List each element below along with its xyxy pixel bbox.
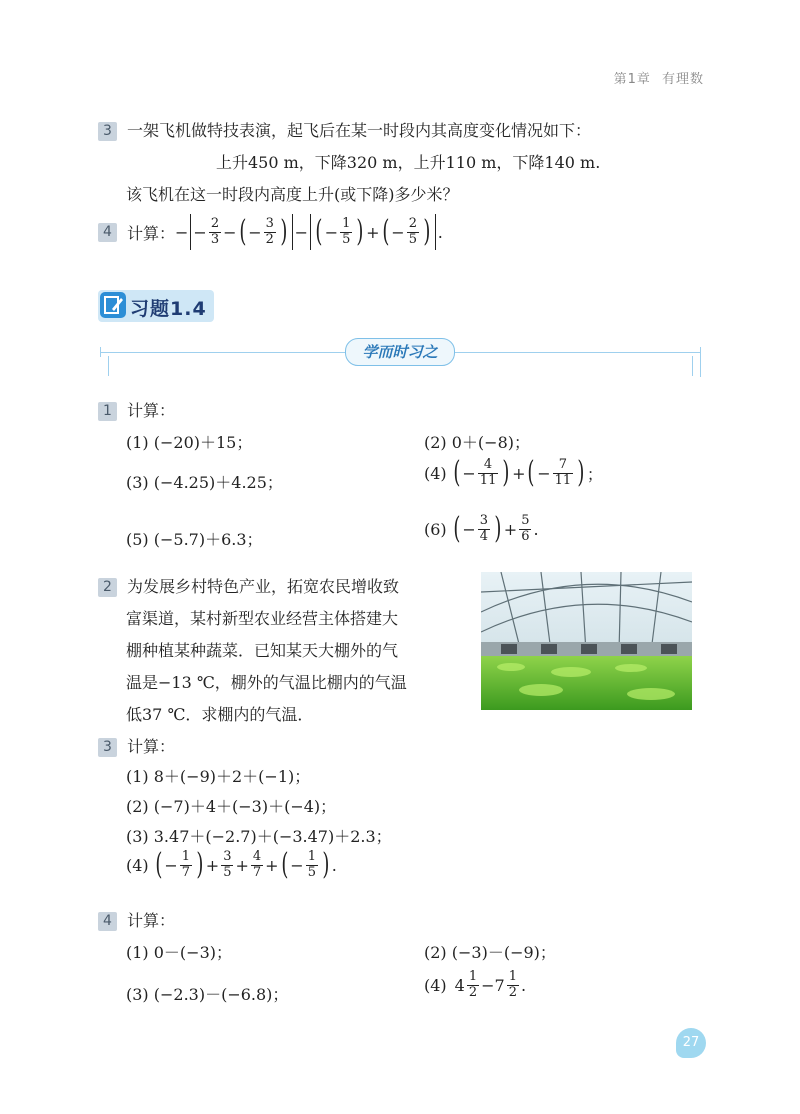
problem-2-line: 2 为发展乡村特色产业，拓宽农民增收致: [98, 574, 399, 597]
chapter-header: [614, 68, 704, 87]
fraction: $\frac{3}{4}$: [479, 513, 489, 544]
problem-2-line: 棚种植某种蔬菜．已知某天大棚外的气: [126, 641, 399, 660]
fraction: $\frac{4}{7}$: [252, 849, 262, 880]
exercise-number: 3: [98, 738, 117, 757]
exercise-number: 4: [98, 223, 117, 242]
problem-3-item: (3) 3.47＋(−2.7)＋(−3.47)＋2.3；: [126, 827, 392, 846]
problem-4-item: (4) 4 $\frac{1}{2}$ − 7 $\frac{1}{2}$ .: [424, 969, 527, 1000]
sub-banner-title: 学而时习之: [345, 338, 455, 366]
exercise-3-line3: 该飞机在这一时段内高度上升(或下降)多少米？: [126, 185, 459, 204]
exercise-4: 4 计算： − − $\frac{2}{3}$ − ( − $\frac{3}{2}$ ) − ( − $\frac{1}{5}$ ) + ( − $\frac{2}{5}$ ) .: [98, 214, 443, 250]
exercise-3-line2: 上升450 m，下降320 m，上升110 m，下降140 m.: [216, 153, 601, 172]
fraction: $\frac{2}{3}$: [210, 215, 220, 247]
problem-1-item: (1) (−20)＋15；: [126, 433, 253, 452]
chapter-number: 第1章: [613, 72, 651, 87]
problem-2-line: 低37 ℃．求棚内的气温．: [126, 705, 314, 724]
problem-4-heading: 4 计算：: [98, 908, 175, 931]
fraction: $\frac{1}{2}$: [468, 969, 478, 1000]
problem-1-item: (4) ( − $\frac{4}{11}$ ) + ( − $\frac{7}{11}$ ) ；: [424, 455, 603, 491]
exercise-number: 2: [98, 578, 117, 597]
problem-2-line: 温是−13 ℃，棚外的气温比棚内的气温: [126, 673, 407, 692]
problem-1-item: (6) ( − $\frac{3}{4}$ ) + $\frac{5}{6}$ .: [424, 511, 539, 547]
fraction: $\frac{7}{11}$: [554, 457, 572, 488]
pencil-icon: [100, 292, 126, 318]
fraction: $\frac{5}{6}$: [521, 513, 530, 544]
exercise-3-line1: 3 一架飞机做特技表演，起飞后在某一时段内其高度变化情况如下：: [98, 118, 591, 141]
fraction: $\frac{3}{2}$: [265, 215, 274, 247]
banner-line-left: [100, 352, 345, 353]
problem-3-item: (1) 8＋(−9)＋2＋(−1)；: [126, 767, 311, 786]
banner-line-right: [453, 352, 701, 353]
problem-3-item: (2) (−7)＋4＋(−3)＋(−4)；: [126, 797, 337, 816]
exercise-number: 4: [98, 912, 117, 931]
problem-3-item: (4) ( − $\frac{1}{7}$ ) + $\frac{3}{5}$ + $\frac{4}{7}$ + ( − $\frac{1}{5}$ ) .: [126, 847, 337, 883]
fraction: $\frac{2}{5}$: [408, 215, 417, 247]
problem-1-heading: 1 计算：: [98, 398, 175, 421]
fraction: $\frac{1}{2}$: [508, 969, 518, 1000]
fraction: $\frac{3}{5}$: [223, 849, 232, 880]
fraction: $\frac{1}{5}$: [307, 849, 316, 880]
problem-3-heading: 3 计算：: [98, 734, 175, 757]
fraction: $\frac{1}{5}$: [342, 215, 351, 247]
fraction: $\frac{4}{11}$: [479, 457, 497, 488]
problem-1-item: (3) (−4.25)＋4.25；: [126, 473, 283, 492]
problem-4-item: (1) 0－(−3)；: [126, 943, 233, 962]
problem-4-item: (2) (−3)－(−9)；: [424, 943, 556, 962]
chapter-title: 有理数: [661, 72, 704, 87]
problem-1-item: (5) (−5.7)＋6.3；: [126, 530, 263, 549]
page-number: 27: [676, 1028, 706, 1058]
problem-4-item: (3) (−2.3)－(−6.8)；: [126, 985, 289, 1004]
problem-2-line: 富渠道，某村新型农业经营主体搭建大: [126, 609, 399, 628]
section-title: 习题1.4: [130, 298, 207, 320]
exercise-number: 3: [98, 122, 117, 141]
problem-1-item: (2) 0＋(−8)；: [424, 433, 531, 452]
greenhouse-photo: [481, 572, 692, 710]
exercise-number: 1: [98, 402, 117, 421]
fraction: $\frac{1}{7}$: [181, 849, 191, 880]
